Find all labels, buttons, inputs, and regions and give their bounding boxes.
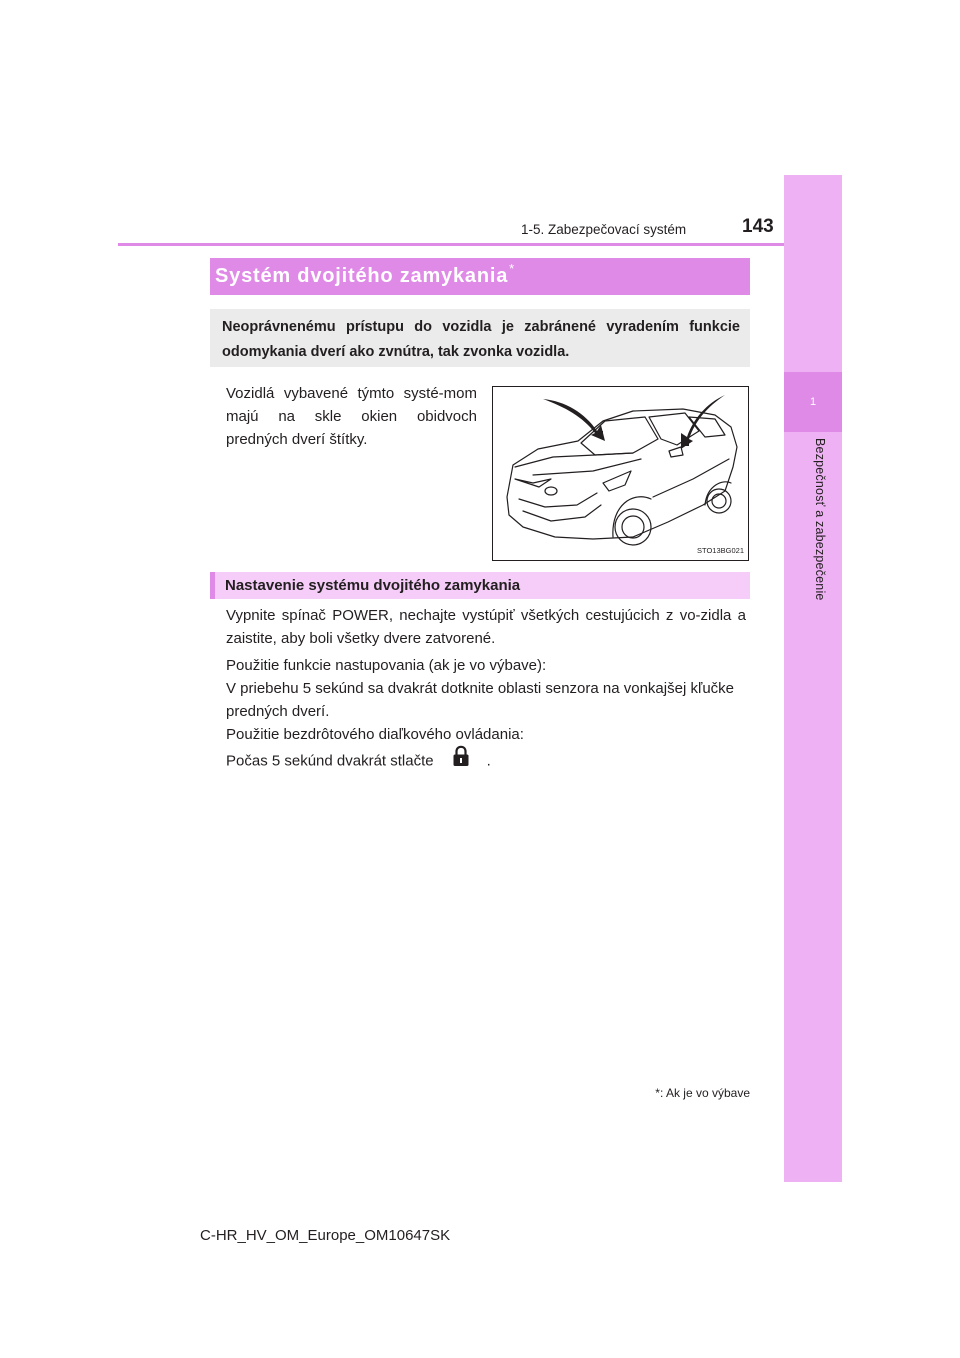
car-window-labels-illustration (493, 387, 748, 560)
paragraph-power-off: Vypnite spínač POWER, nechajte vystúpiť všetkých cestujúcich z vo-zidla a zaistite, aby boli všetky dvere zatvorené. (226, 607, 746, 647)
remote-press-text: Počas 5 sekúnd dvakrát stlačte (226, 752, 434, 770)
entry-function-title: Použitie funkcie nastupovania (ak je vo výbave): (226, 657, 547, 674)
chapter-label: Bezpečnosť a zabezpečenie (813, 438, 827, 601)
car-illustration (492, 386, 749, 561)
side-tab (784, 175, 842, 1182)
footnote-star: * (655, 1086, 660, 1100)
illustration-code: STO13BG021 (697, 546, 744, 555)
footnote (600, 1086, 750, 1100)
intro-box (210, 309, 750, 367)
title-footnote-mark: * (509, 261, 515, 276)
page-title: Systém dvojitého zamykania (215, 265, 509, 287)
title-bar (210, 258, 750, 295)
paragraph-remote-press (226, 747, 746, 776)
header-rule (118, 243, 784, 246)
remote-press-period: . (486, 752, 491, 770)
lock-icon (452, 745, 470, 774)
page-number: 143 (742, 216, 774, 237)
intro-text: Neoprávnenému prístupu do vozidla je zabránené vyradením funkcie odomykania dverí ako zvnútra, tak zvonka vozidla. (222, 319, 740, 360)
footnote-text: : Ak je vo výbave (659, 1086, 750, 1100)
paragraph-entry-function (226, 654, 746, 746)
subheading: Nastavenie systému dvojitého zamykania (225, 577, 521, 594)
subheading-bar (210, 572, 750, 599)
section-title: 1-5. Zabezpečovací systém (521, 222, 687, 237)
entry-function-text: V priebehu 5 sekúnd sa dvakrát dotknite oblasti senzora na vonkajšej kľučke predných dverí. (226, 680, 735, 720)
chapter-number: 1 (784, 372, 842, 432)
footer-document-id: C-HR_HV_OM_Europe_OM10647SK (200, 1227, 451, 1244)
remote-control-title: Použitie bezdrôtového diaľkového ovládania: (226, 726, 524, 743)
intro-paragraph: Vozidlá vybavené týmto systé-mom majú na skle okien obidvoch predných dverí štítky. (226, 385, 477, 448)
